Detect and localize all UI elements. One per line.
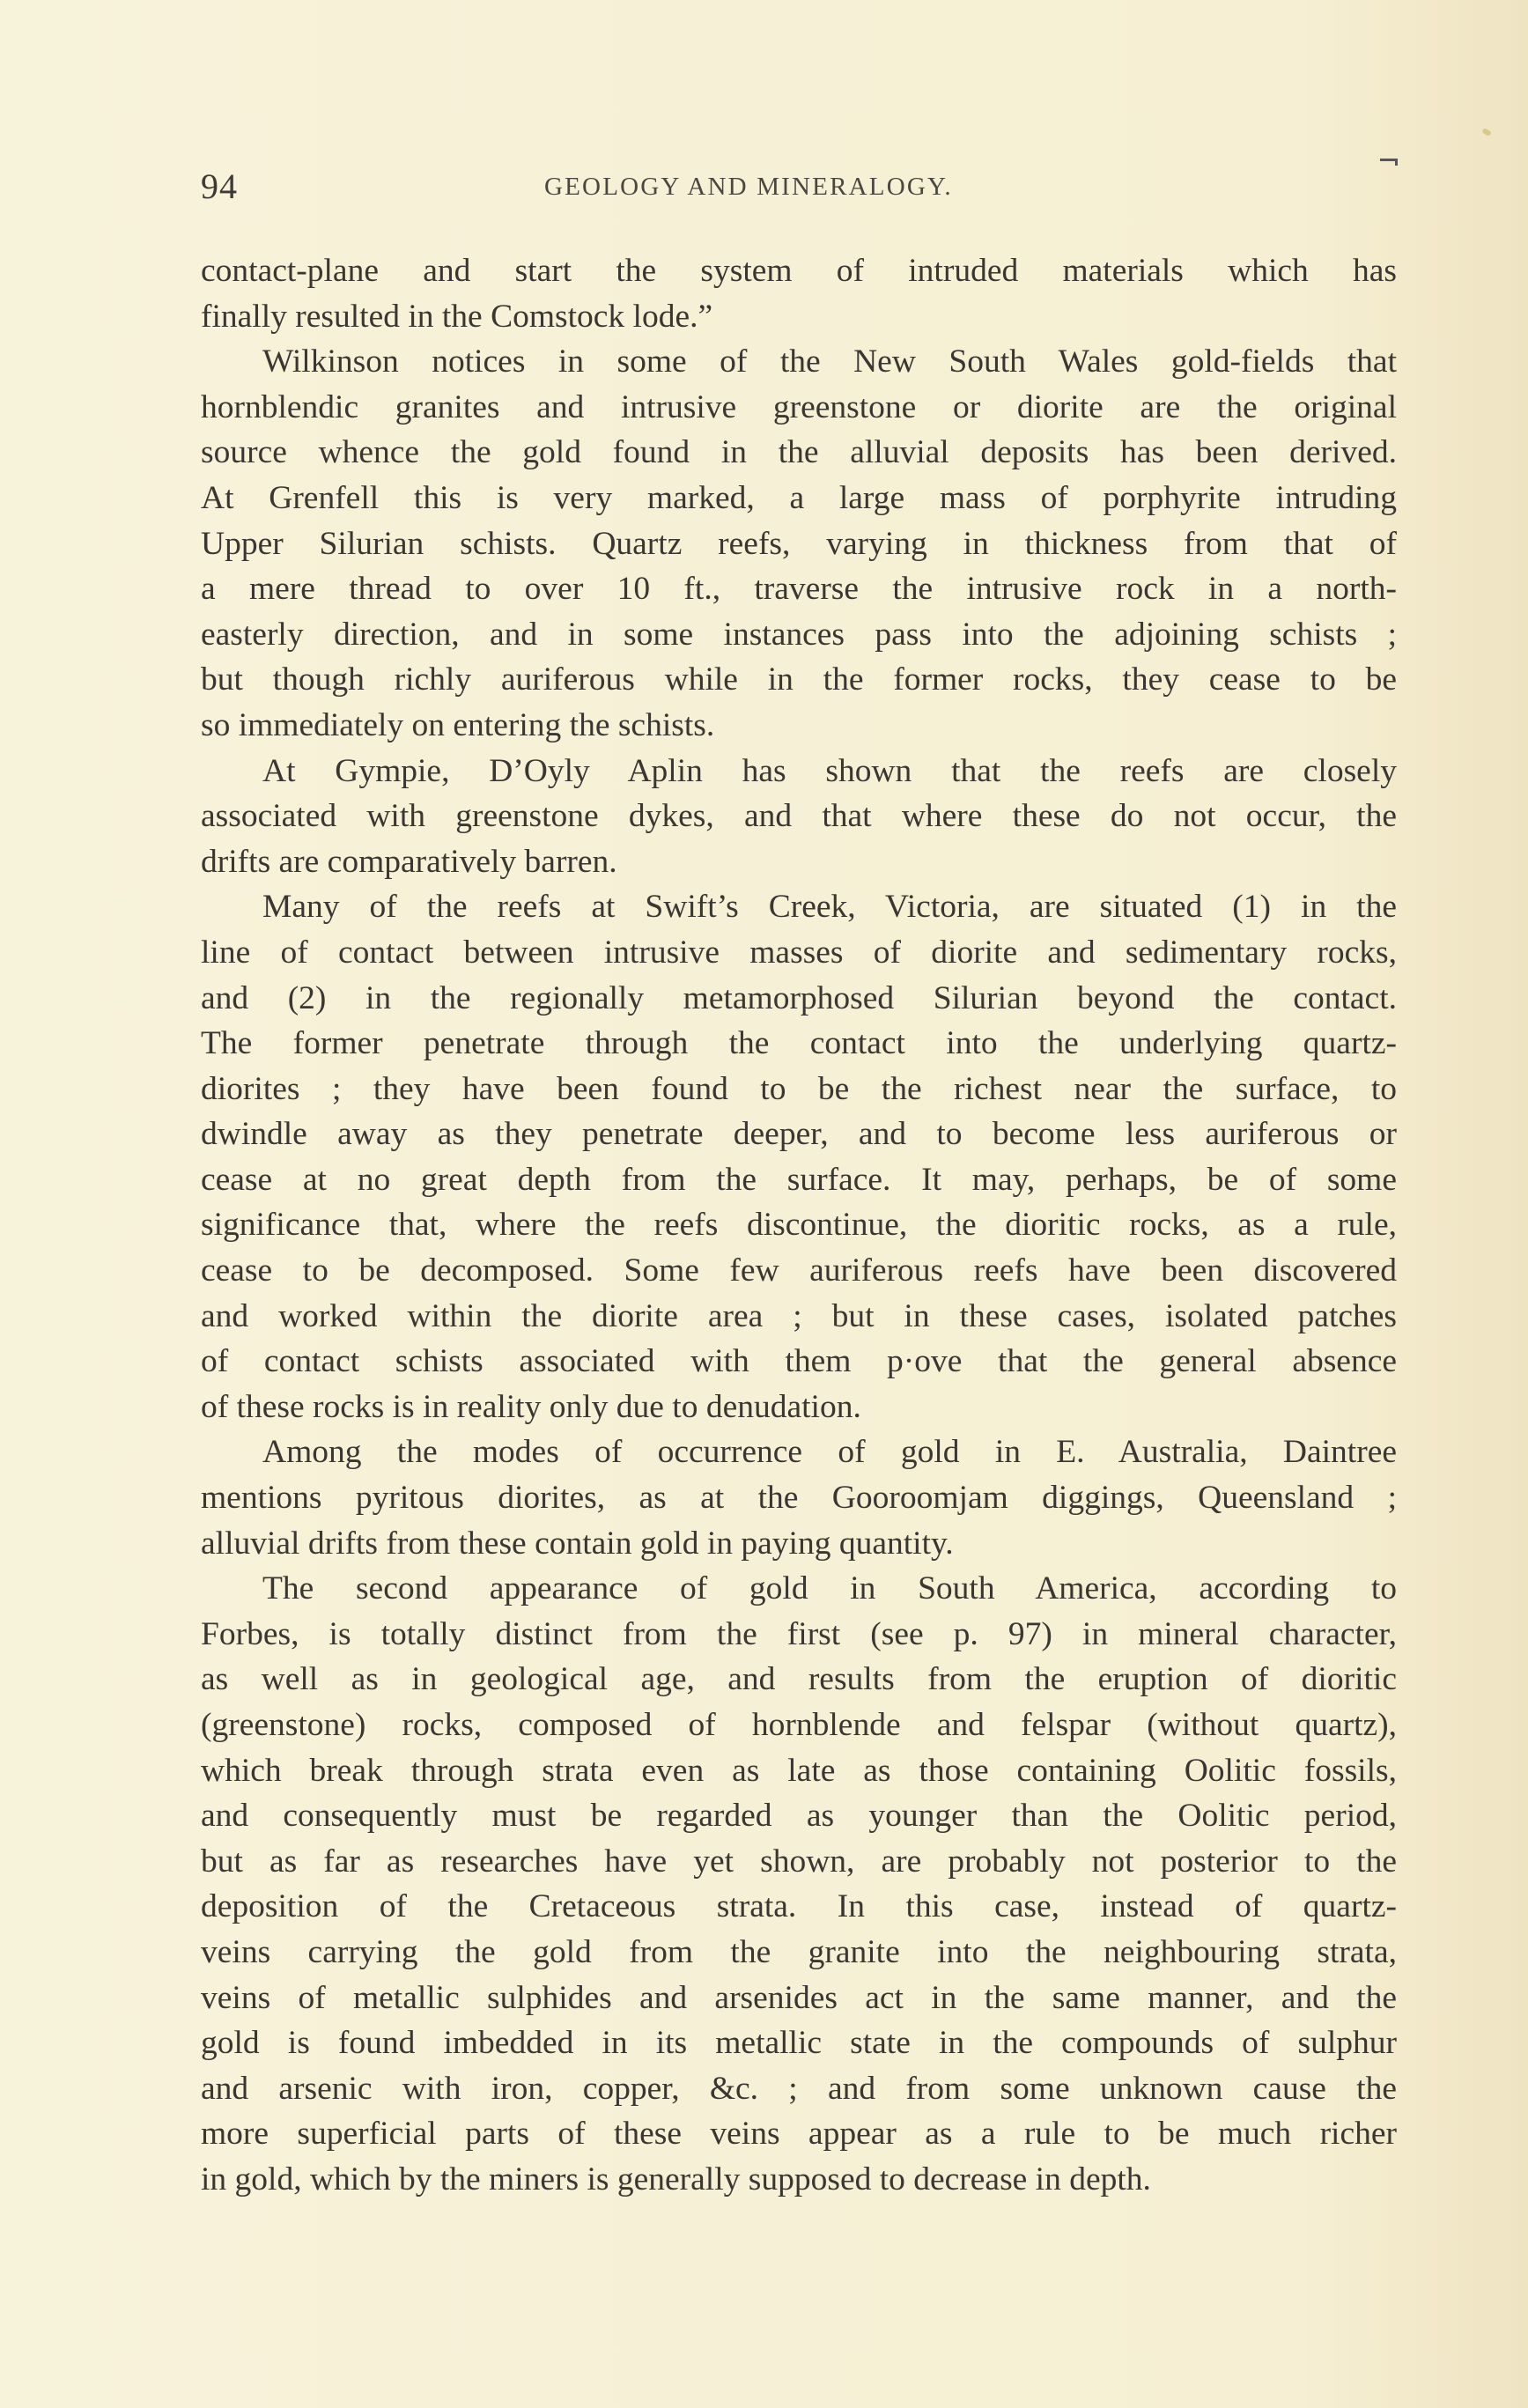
text-line: diorites ; they have been found to be the richest near the surface, to: [201, 1070, 1397, 1107]
text-line: Wilkinson notices in some of the New South Wales gold-fields that: [262, 343, 1397, 380]
text-line: deposition of the Cretaceous strata. In this case, instead of quartz-: [201, 1888, 1397, 1925]
text-line: a mere thread to over 10 ft., traverse the intrusive rock in a north-: [201, 571, 1397, 608]
text-line: contact-plane and start the system of intruded materials which has: [201, 253, 1397, 289]
text-line: of these rocks is in reality only due to denudation.: [201, 1388, 861, 1425]
text-line: hornblendic granites and intrusive greenstone or diorite are the original: [201, 388, 1397, 425]
text-line: of contact schists associated with them p·ove that the general absence: [201, 1343, 1397, 1380]
text-line: in gold, which by the miners is generally supposed to decrease in depth.: [201, 2161, 1151, 2197]
paragraph: [201, 749, 1397, 885]
text-line: Many of the reefs at Swift’s Creek, Victoria, are situated (1) in the: [262, 889, 1397, 926]
text-line: source whence the gold found in the alluvial deposits has been derived.: [201, 434, 1397, 471]
text-line: veins carrying the gold from the granite into the neighbouring strata,: [201, 1933, 1397, 1970]
running-head: GEOLOGY AND MINERALOGY.: [544, 173, 953, 201]
page-number: 94: [201, 166, 238, 206]
text-line: so immediately on entering the schists.: [201, 706, 715, 743]
printer-mark: [1380, 159, 1398, 161]
text-line: and consequently must be regarded as younger than the Oolitic period,: [201, 1798, 1397, 1835]
text-line: gold is found imbedded in its metallic state in the compounds of sulphur: [201, 2025, 1397, 2062]
text-line: finally resulted in the Comstock lode.”: [201, 298, 713, 335]
text-line: line of contact between intrusive masses of diorite and sedimentary rocks,: [201, 934, 1397, 971]
text-line: (greenstone) rocks, composed of hornblende and felspar (without quartz),: [201, 1707, 1397, 1743]
text-line: Forbes, is totally distinct from the first (see p. 97) in mineral character,: [201, 1615, 1397, 1652]
text-line: mentions pyritous diorites, as at the Gooroomjam diggings, Queensland ;: [201, 1480, 1397, 1517]
text-line: The former penetrate through the contact into the underlying quartz-: [201, 1025, 1397, 1062]
text-line: which break through strata even as late as those containing Oolitic fossils,: [201, 1752, 1397, 1789]
text-line: The second appearance of gold in South America, according to: [262, 1570, 1397, 1607]
text-line: At Grenfell this is very marked, a large mass of porphyrite intruding: [201, 479, 1397, 516]
text-line: significance that, where the reefs discontinue, the dioritic rocks, as a rule,: [201, 1207, 1397, 1244]
text-line: At Gympie, D’Oyly Aplin has shown that the reefs are closely: [262, 752, 1397, 789]
paragraph: [201, 1566, 1397, 2202]
text-line: easterly direction, and in some instances pass into the adjoining schists ;: [201, 616, 1397, 653]
text-line: dwindle away as they penetrate deeper, and to become less auriferous or: [201, 1116, 1397, 1153]
paragraph: [201, 248, 1397, 339]
paragraph: [201, 884, 1397, 1429]
text-line: associated with greenstone dykes, and that where these do not occur, the: [201, 798, 1397, 835]
body-text: [201, 248, 1397, 2203]
text-line: but as far as researches have yet shown, are probably not posterior to the: [201, 1843, 1397, 1880]
text-line: and arsenic with iron, copper, &c. ; and from some unknown cause the: [201, 2070, 1397, 2107]
text-line: alluvial drifts from these contain gold in paying quantity.: [201, 1525, 954, 1562]
text-line: Upper Silurian schists. Quartz reefs, varying in thickness from that of: [201, 525, 1397, 562]
text-line: Among the modes of occurrence of gold in E. Australia, Daintree: [262, 1434, 1397, 1471]
text-line: cease at no great depth from the surface. It may, perhaps, be of some: [201, 1161, 1397, 1198]
text-line: and (2) in the regionally metamorphosed Silurian beyond the contact.: [201, 979, 1397, 1016]
text-line: cease to be decomposed. Some few auriferous reefs have been discovered: [201, 1252, 1397, 1289]
paper-speck: [1481, 128, 1492, 137]
text-line: but though richly auriferous while in the former rocks, they cease to be: [201, 661, 1397, 698]
text-line: and worked within the diorite area ; but in these cases, isolated patches: [201, 1297, 1397, 1334]
page-header: [201, 166, 1399, 218]
text-line: more superficial parts of these veins appear as a rule to be much richer: [201, 2116, 1397, 2153]
text-line: as well as in geological age, and results from the eruption of dioritic: [201, 1661, 1397, 1698]
text-line: veins of metallic sulphides and arsenides act in the same manner, and the: [201, 1979, 1397, 2016]
paragraph: [201, 1429, 1397, 1566]
paragraph: [201, 339, 1397, 748]
text-line: drifts are comparatively barren.: [201, 843, 617, 880]
